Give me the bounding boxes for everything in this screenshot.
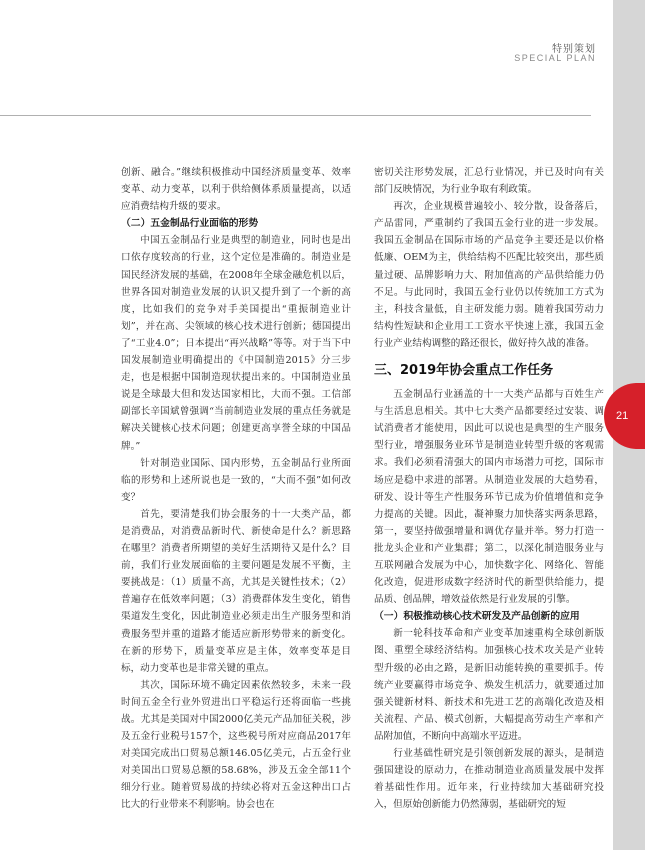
paragraph: 再次，企业规模普遍较小、较分散，设备落后，产品雷同，严重制约了我国五金行业的进一步发展。我国五金制品在国际市场的产品竞争主要还是以价格低廉、OEM为主，供给结构不匹配比较突出，那些质量过硬、品牌影响力大、附加值高的产品供给能力仍不足。与此同时，我国五金行业仍以传统加工方式为主，科技含量低，自主研发能力弱。随着我国劳动力结构性短缺和企业用工工资水平快速上涨，我国五金行业产业结构调整的路还很长，做好持久战的准备。	[374, 201, 604, 349]
paragraph: 中国五金制品行业是典型的制造业，同时也是出口依存度较高的行业，这个定位是准确的。制造业是国民经济发展的基础，在2008年全球金融危机以后，世界各国对制造业发展的认识又提升到了一个新的高度，比如我们的竞争对手美国提出“重振制造业计划”，并在高、尖领域的核心技术进行创新；德国提出了“工业4.0”；日本提出“再兴战略”等等。对于当下中国发展制造业明确提出的《中国制造2015》分三步走，也是根据中国制造现状提出来的。中国制造业虽说是全球最大但和发达国家相比，大而不强。工信部副部长辛国斌曾强调“当前制造业发展的重点任务就是解决关键核心技术问题；创建更高享誉全球的中国品牌。”	[121, 235, 351, 452]
right-column	[374, 164, 604, 844]
paragraph: 行业基础性研究是引领创新发展的源头，是制造强国建设的原动力，在推动制造业高质量发展中发挥着基础性作用。近年来，行业持续加大基础研究投入，但原始创新能力仍然薄弱，基础研究的短	[374, 748, 604, 811]
paragraph: 密切关注形势发展，汇总行业情况，并已及时向有关部门反映情况，为行业争取有利政策。	[374, 167, 604, 196]
left-column	[121, 164, 351, 844]
subsection-heading: （一）积极推动核心技术研发及产品创新的应用	[374, 611, 580, 623]
paragraph: 创新、融合。”继续积极推动中国经济质量变革、效率变革、动力变革，以利于供给侧体系质量提高，以适应消费结构升级的要求。	[121, 167, 351, 213]
section-heading: 三、2019年协会重点工作任务	[374, 363, 554, 379]
subsection-heading: （二）五金制品行业面临的形势	[121, 218, 259, 230]
paragraph: 其次，国际环境不确定因素依然较多，未来一段时间五金全行业外贸进出口平稳运行还将面临一些挑战。尤其是美国对中国2000亿美元产品加征关税，涉及五金行业税号157个，这些税号所对应商品2017年对美国完成出口贸易总额146.05亿美元，占五金行业对美国出口贸易总额的58.68%，涉及五金全部11个细分行业。随着贸易战的持续必将对五金这种出口占比大的行业带来不利影响。协会也在	[121, 679, 351, 811]
section-title: 特别策划	[552, 44, 596, 55]
paragraph: 首先，要清楚我们协会服务的十一大类产品，都是消费品，对消费品新时代、新使命是什么？新思路在哪里？消费者所期望的美好生活期待又是什么？目前，我们行业发展面临的主要问题是发展不平衡，主要挑战是：（1）质量不高，尤其是关键性技术；（2）普遍存在低效率问题；（3）消费群体发生变化，销售渠道发生变化，因此制造业必须走出生产服务型和消费服务型并重的道路才能适应新形势带来的新变化。在新的形势下，质量变革应是主体，效率变革是目标，动力变革也是非常关键的重点。	[121, 508, 351, 674]
paragraph: 五金制品行业涵盖的十一大类产品都与百姓生产与生活息息相关。其中七大类产品都要经过安装、调试消费者才能使用，因此可以说也是典型的生产服务型行业，增强服务业环节是制造业转型升级的客观需求。我们必须看清强大的国内市场潜力可挖，国际市场应是稳中求进的部署。从制造业发展的大趋势看，研发、设计等生产性服务环节已成为价值增值和竞争力提高的关键。因此，凝神聚力加快落实两条思路，第一，要坚持做强增量和调优存量并举。努力打造一批龙头企业和产业集群；第二，以深化制造服务业与互联网融合发展为中心，加快数字化、网络化、智能化改造，促进形成数字经济时代的新型供给能力，提品质、创品牌，增效益依然是行业发展的引擎。	[374, 389, 604, 606]
paragraph: 针对制造业国际、国内形势，五金制品行业所面临的形势和上述所说也是一致的，“大而不强”如何改变？	[121, 457, 351, 503]
page-number-tab: 21	[604, 383, 645, 449]
section-title-en: SPECIAL PLAN	[514, 53, 596, 63]
header-divider	[0, 115, 591, 116]
paragraph: 新一轮科技革命和产业变革加速重构全球创新版图、重塑全球经济结构。加强核心技术攻关是产业转型升级的必由之路，是新旧动能转换的重要抓手。传统产业要赢得市场竞争、焕发生机活力，就要通过加强关键新材料、新技术和先进工艺的高端化改造及相关流程、产品、模式创新，大幅提高劳动生产率和产品附加值，不断向中高端水平迈进。	[374, 628, 604, 742]
